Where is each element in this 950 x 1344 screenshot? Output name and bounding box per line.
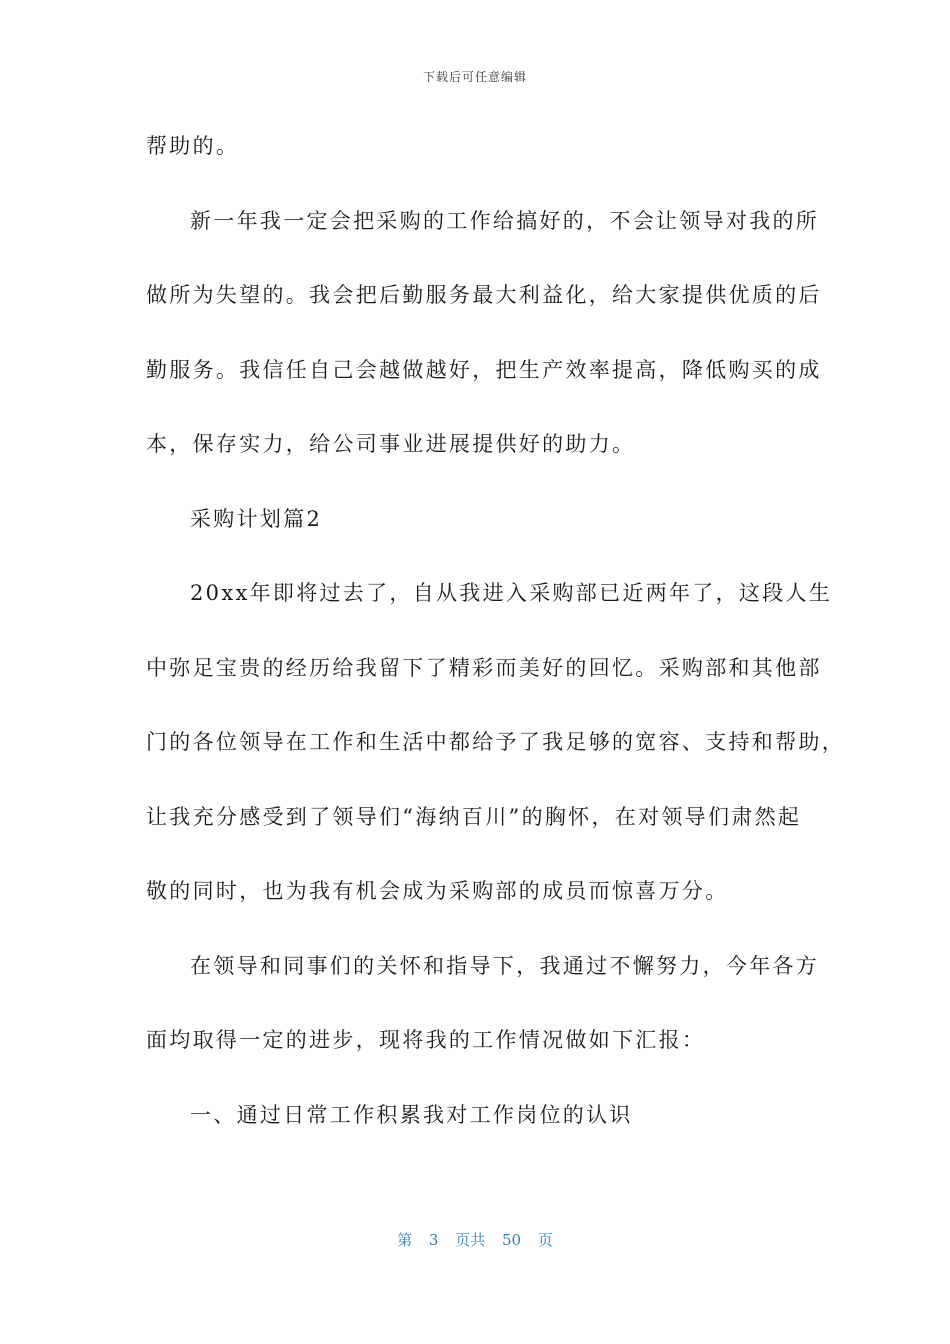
paragraph-line: 勤服务。我信任自己会越做越好，把生产效率提高，降低购买的成 — [146, 357, 822, 382]
paragraph-line: 敬的同时，也为我有机会成为采购部的成员而惊喜万分。 — [146, 879, 729, 903]
total-page-count: 50 — [502, 1231, 522, 1249]
paragraph-line: 20xx年即将过去了，自从我进入采购部已近两年了，这段人生 — [190, 581, 833, 605]
paragraph-line: 在领导和同事们的关怀和指导下，我通过不懈努力，今年各方 — [190, 953, 820, 978]
footer-middle: 页共 — [455, 1231, 486, 1249]
paragraph-line: 让我充分感受到了领导们“海纳百川”的胸怀，在对领导们肃然起 — [146, 804, 802, 829]
paragraph-line: 本，保存实力，给公司事业进展提供好的助力。 — [146, 432, 636, 456]
paragraph-line: 新一年我一定会把采购的工作给搞好的，不会让领导对我的所 — [190, 208, 820, 233]
paragraph-line: 做所为失望的。我会把后勤服务最大利益化，给大家提供优质的后 — [146, 283, 822, 307]
paragraph-line: 中弥足宝贵的经历给我留下了精彩而美好的回忆。采购部和其他部 — [146, 655, 822, 680]
page-footer — [0, 1229, 950, 1250]
header-note: 下载后可任意编辑 — [422, 70, 527, 84]
footer-prefix: 第 — [397, 1231, 413, 1249]
paragraph-line: 帮助的。 — [146, 134, 240, 158]
document-body — [146, 126, 845, 1169]
section-heading: 采购计划篇2 — [190, 506, 323, 531]
paragraph-line: 面均取得一定的进步，现将我的工作情况做如下汇报： — [146, 1028, 706, 1052]
footer-suffix: 页 — [537, 1231, 553, 1249]
paragraph-line: 门的各位领导在工作和生活中都给予了我足够的宽容、支持和帮助， — [146, 730, 845, 754]
current-page-number: 3 — [428, 1231, 439, 1249]
subsection-heading: 一、通过日常工作积累我对工作岗位的认识 — [190, 1102, 633, 1127]
